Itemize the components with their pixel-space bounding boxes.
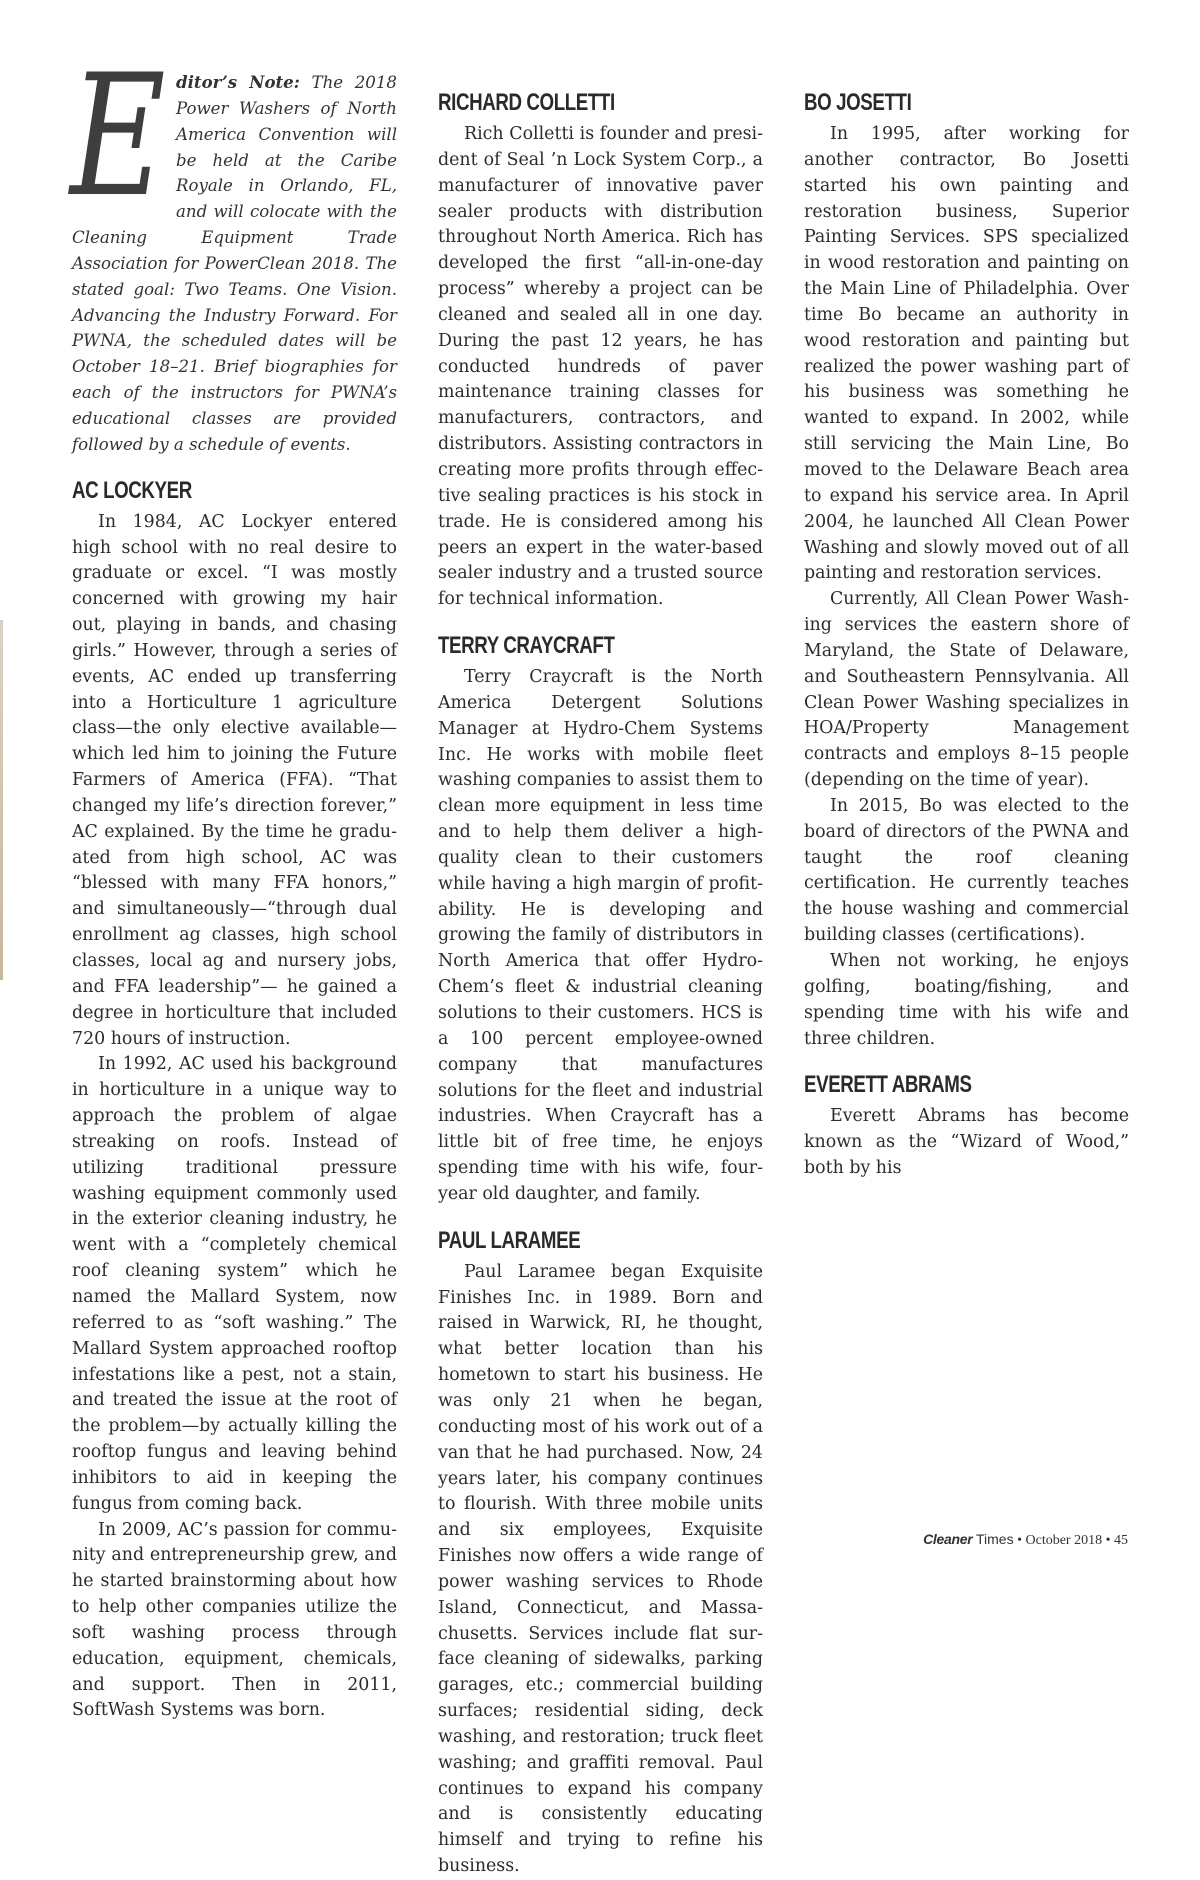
paragraph: Currently, All Clean Power Washing services the eastern shore of Maryland, the State of Delaware, and Southeastern Pennsylvania. All Clean Power Washing specializes in HOA/Property Management contracts and employs 8–15 people (depending on the time of year). bbox=[804, 589, 1129, 791]
paragraph: Terry Craycraft is the North America Detergent Solutions Manager at Hydro-Chem Systems Inc. He works with mobile fleet washing companies to assist them to clean more equipment in less time and to help them deliver a high-quality clean to their customers while having a high margin of profitability. He is developing and growing the family of distributors in North America that offer Hydro-Chem’s fleet & industrial cleaning solutions to their customers. HCS is a 100 percent employee-owned company that manufactures solutions for the fleet and industrial industries. When Craycraft has a little bit of free time, he enjoys spending time with his wife, four-year old daughter, and family. bbox=[438, 667, 763, 1204]
heading-bo-josetti: BO JOSETTI bbox=[804, 89, 912, 116]
issue-date: • October 2018 • bbox=[1013, 1533, 1114, 1548]
page-footer bbox=[923, 1531, 1128, 1549]
page-number: 45 bbox=[1114, 1533, 1128, 1548]
heading-ac-lockyer: AC LOCKYER bbox=[72, 476, 192, 504]
paragraph: Rich Colletti is founder and president of Seal ’n Lock System Corp., a manufacturer of innovative paver sealer products with distribution throughout North America. Rich has developed the first “all-in-one-day process” whereby a project can be cleaned and sealed all in one day. During the past 12 years, he has conducted hundreds of paver maintenance training classes for manufacturers, contractors, and distributors. Assisting contractors in creating more profits through effective sealing practices is his stock in trade. He is considered among his peers an expert in the water-based sealer industry and a trusted source for technical information. bbox=[438, 124, 763, 610]
column-2 bbox=[438, 70, 763, 1880]
paragraph: In 1995, after working for another contractor, Bo Josetti started his own painting and restoration business, Superior Painting Services. SPS specialized in wood restoration and painting on the Main Line of Philadelphia. Over time Bo became an authority in wood restoration and painting but realized the power washing part of his business was something he wanted to expand. In 2002, while still servicing the Main Line, Bo moved to the Delaware Beach area to expand his service area. In April 2004, he launched All Clean Power Washing and slowly moved out of all painting and restoration services. bbox=[804, 124, 1129, 584]
paragraph: Paul Laramee began Exquisite Finishes Inc. in 1989. Born and raised in Warwick, RI, he thought, what better location than his hometown to start his business. He was only 21 when he began, conducting most of his work out of a van that he had purchased. Now, 24 years later, his company continues to flourish. With three mobile units and six employees, Exquisite Finishes now offers a wide range of power washing services to Rhode Island, Connecticut, and Massachusetts. Services include flat surface cleaning of sidewalks, parking garages, etc.; commercial building surfaces; residential siding, deck washing, and restoration; truck fleet washing; and graffiti removal. Paul continues to expand his company and is consistently educating himself and trying to refine his business. bbox=[438, 1261, 763, 1877]
editors-note-text: The 2018 Power Washers of North America Convention will be held at the Caribe Royale in Orlando, FL, and will colocate with the Cleaning Equipment Trade Association for PowerClean 2018. The stated goal: Two Teams. One Vision. Advancing the Industry Forward. For PWNA, the scheduled dates will be October 18–21. Brief biographies for each of the instructors for PWNA’s educational classes are provided followed by a schedule of events. bbox=[72, 73, 397, 454]
magazine-name-rest: Times bbox=[972, 1531, 1014, 1547]
magazine-name-italic: Cleaner bbox=[923, 1531, 973, 1547]
page-edge-mark bbox=[0, 620, 3, 980]
paragraph: In 2015, Bo was elected to the board of directors of the PWNA and taught the roof cleaning certification. He currently teaches the house washing and commercial building classes (certifications). bbox=[804, 795, 1129, 946]
editors-note-label: ditor’s Note: bbox=[176, 72, 300, 92]
drop-cap: E bbox=[70, 38, 166, 234]
heading-paul-laramee: PAUL LARAMEE bbox=[438, 1226, 581, 1254]
heading-everett-abrams: EVERETT ABRAMS bbox=[804, 1071, 972, 1099]
paragraph: In 1984, AC Lockyer entered high school with no real desire to graduate or excel. “I was mostly concerned with growing my hair out, playing in bands, and chasing girls.” However, through a series of events, AC ended up transferring into a Horticulture 1 agriculture class—the only elective available—which led him to joining the Future Farmers of America (FFA). “That changed my life’s direction forever,” AC explained. By the time he graduated from high school, AC was “blessed with many FFA honors,” and simultaneously—“through dual enrollment ag classes, high school classes, local ag and nursery jobs, and FFA leadership”— he gained a degree in horticulture that included 720 hours of instruction. bbox=[72, 511, 397, 1049]
column-1 bbox=[70, 38, 397, 1724]
editors-note bbox=[70, 38, 397, 458]
column-3 bbox=[804, 70, 1129, 1182]
paragraph: In 2009, AC’s passion for community and entrepreneurship grew, and he started brainstorming about how to help other companies utilize the soft washing process through education, equipment, chemicals, and support. Then in 2011, SoftWash Systems was born. bbox=[72, 1519, 397, 1721]
heading-richard-colletti: RICHARD COLLETTI bbox=[438, 89, 615, 116]
paragraph: In 1992, AC used his background in horticulture in a unique way to approach the problem of algae streaking on roofs. Instead of utilizing traditional pressure washing equipment commonly used in the exterior cleaning industry, he went with a “completely chemical roof cleaning system” which he named the Mallard System, now referred to as “soft washing.” The Mallard System approached rooftop infestations like a pest, not a stain, and treated the issue at the root of the problem—by actually killing the rooftop fungus and leaving behind inhibitors to aid in keeping the fungus from coming back. bbox=[72, 1054, 397, 1514]
paragraph: Everett Abrams has become known as the “Wizard of Wood,” both by his bbox=[804, 1106, 1129, 1179]
heading-terry-craycraft: TERRY CRAYCRAFT bbox=[438, 632, 615, 660]
paragraph: When not working, he enjoys golfing, boating/fishing, and spending time with his wife and three children. bbox=[804, 951, 1129, 1049]
